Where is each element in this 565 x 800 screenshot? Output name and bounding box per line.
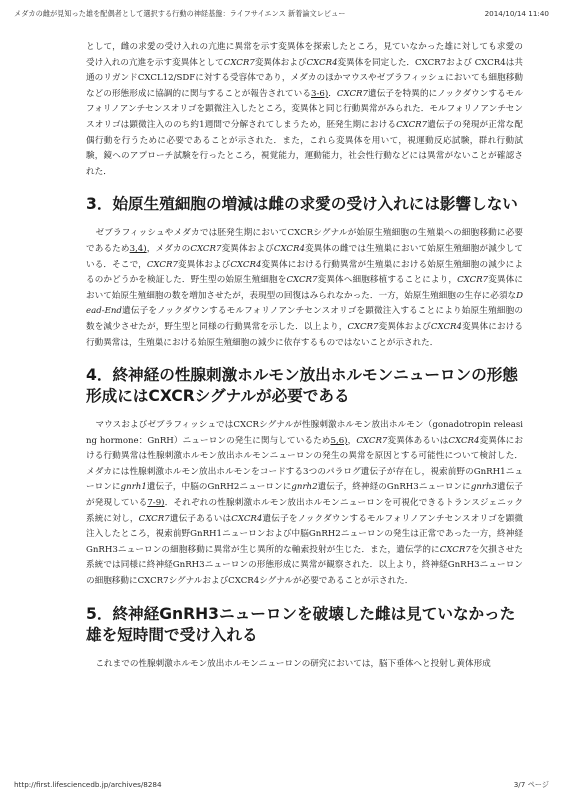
text-run: 遺伝子，終神経のGnRH3ニューロンに — [317, 482, 471, 493]
gene-name: CXCR4 — [231, 513, 263, 524]
gene-name: CXCR7 — [336, 88, 368, 99]
text-run: として，雌の求愛の受け入れの亢進に異常を示す変異体を探索したところ，見ていなかった雄に対しても求愛の受け入れの亢進を示す変異体として — [86, 42, 523, 68]
reference-link[interactable]: 5,6) — [330, 435, 348, 446]
text-run: マウスおよびゼブラフィッシュではCXCRシグナルが性腺刺激ホルモン放出ホルモン（gonadotropin releasing hormone：GnRH）ニューロンの発生に関与しているため — [86, 420, 523, 446]
paragraph-section-4 — [86, 418, 523, 590]
page-header-datetime: 2014/10/14 11:40 — [484, 9, 549, 18]
text-run: ． — [328, 88, 337, 99]
text-run: 変異体における行動異常は，生殖巣における始原生殖細胞の減少に依存するものではないことが示された． — [86, 321, 523, 348]
page-header-title: メダカの雌が見知った雄を配偶者として選択する行動の神経基盤：ライフサイエンス 新着論文レビュー — [14, 9, 346, 18]
paragraph-results-2-end — [86, 40, 523, 180]
text-run: ，メダカの — [146, 243, 191, 254]
page-footer-page-number: 3/7 ページ — [513, 780, 549, 789]
text-run: ， — [347, 435, 357, 446]
section-heading-5: 5．終神経GnRH3ニューロンを破壊した雌は見ていなかった雄を短時間で受け入れる — [86, 604, 516, 644]
text-run: 変異体および — [254, 57, 307, 68]
text-run: 遺伝子の発現が正常な配偶行動を行うために必要であることが示された．また，これら変異体を用いて，視運動反応試験，群れ行動試験，鏡へのアプローチ試験を行ったところ，視覚能力，運動能力，社会性行動などには異常がないことが確認された． — [86, 119, 523, 177]
reference-link[interactable]: 7-9) — [147, 498, 165, 509]
text-run: 遺伝子を特異的にノックダウンするモルフォリノアンチセンスオリゴを顕微注入したところ，変異体と同じ行動異常がみられた．モルフォリノアンチセンスオリゴは顕微注入ののち約1週間で分解されてしまうため，胚発生期における — [86, 88, 523, 130]
gene-name: CXCR7 — [347, 321, 379, 332]
reference-link[interactable]: 3,4) — [129, 243, 147, 254]
gene-name: CXCR4 — [448, 435, 480, 446]
gene-name: gnrh1 — [120, 482, 147, 493]
gene-name: CXCR7 — [138, 513, 170, 524]
gene-name: gnrh3 — [470, 482, 497, 493]
text-run: を欠損させた系統では同様に終神経GnRH3ニューロンの形態形成に異常が観察された．以上より，終神経GnRH3ニューロンの細胞移動にCXCR7シグナルおよびCXCR4シグナルが必要であることが示された． — [86, 544, 523, 587]
reference-link[interactable]: 3-6) — [311, 88, 329, 99]
page-footer-url: http://first.lifesciencedb.jp/archives/8284 — [14, 780, 162, 789]
text-run: 変異体において始原生殖細胞の数を増加させたが，表現型の回復はみられなかった．一方，始原生殖細胞の生存に必須な — [86, 275, 523, 301]
gene-name: CXCR7 — [439, 544, 471, 555]
gene-name: gnrh2 — [291, 482, 318, 493]
gene-name: CXCR4 — [230, 259, 262, 270]
gene-name: CXCR4 — [430, 321, 462, 332]
gene-name: Dead-End — [86, 290, 523, 317]
paragraph-section-5 — [86, 657, 523, 673]
gene-name: CXCR7 — [286, 275, 318, 286]
text-run: 遺伝子，中脳のGnRH2ニューロンに — [146, 482, 292, 493]
text-run: 変異体および — [177, 259, 231, 270]
text-run: 変異体における行動異常が生殖巣における始原生殖細胞の減少によるのかどうかを検証した．野生型の始原生殖細胞を — [86, 259, 523, 286]
text-run: ．それぞれの性腺刺激ホルモン放出ホルモンニューロンを可視化できるトランスジェニック系統に対し， — [86, 498, 523, 524]
text-run: 遺伝子が発現している — [86, 482, 523, 509]
text-run: 変異体あるいは — [387, 435, 449, 446]
gene-name: CXCR7 — [457, 275, 489, 286]
section-heading-3: 3．始原生殖細胞の増減は雌の求愛の受け入れには影響しない — [86, 195, 518, 214]
text-run: 遺伝子をノックダウンするモルフォリノアンチセンスオリゴを顕微注入したところ，視索前野GnRH1ニューロンおよび中脳GnRH2ニューロンの発生は正常であった一方，終神経GnRH3ニューロンの細胞移動に異常が生じ異所的な軸索投射が生じた．また，遺伝学的に — [86, 513, 523, 555]
text-run: 遺伝子あるいは — [169, 513, 232, 524]
gene-name: CXCR4 — [306, 57, 338, 68]
paragraph-section-3 — [86, 226, 523, 351]
text-run: 変異体の雌では生殖巣において始原生殖細胞が減少している．そこで， — [86, 243, 523, 270]
text-run: 変異体における行動異常は性腺刺激ホルモン放出ホルモンニューロンの発生の異常を原因とする可能性について検討した．メダカには性腺刺激ホルモン放出ホルモンをコードする3つのパラログ遺伝子が存在し，視索前野のGnRH1ニューロンに — [86, 435, 523, 493]
gene-name: CXCR7 — [223, 57, 255, 68]
gene-name: CXCR7 — [146, 259, 178, 270]
section-heading-4: 4．終神経の性腺刺激ホルモン放出ホルモンニューロンの形態形成にはCXCRシグナルが必要である — [86, 366, 518, 406]
text-run: 変異体および — [378, 321, 431, 332]
article-body — [86, 40, 523, 672]
gene-name: CXCR7 — [190, 243, 222, 254]
gene-name: CXCR7 — [396, 119, 428, 130]
text-run: これまでの性腺刺激ホルモン放出ホルモンニューロンの研究においては，脳下垂体へと投射し黄体形成 — [95, 658, 491, 669]
text-run: 遺伝子をノックダウンするモルフォリノアンチセンスオリゴを顕微注入することにより始原生殖細胞の数を減少させたが，野生型と同様の行動異常を示した．以上より， — [86, 306, 523, 332]
gene-name: CXCR4 — [273, 243, 305, 254]
text-run: 変異体および — [221, 243, 274, 254]
text-run: 変異体へ細胞移植することにより， — [317, 275, 458, 286]
text-run: 変異体を同定した．CXCR7および CXCR4は共通のリガンドCXCL12/SDFに対する受容体であり，メダカのほかマウスやゼブラフィッシュにおいても細胞移動などの形態形成に協調的に関与することが報告されている — [86, 57, 523, 99]
gene-name: CXCR7 — [356, 435, 388, 446]
text-run: ゼブラフィッシュやメダカでは胚発生期においてCXCRシグナルが始原生殖細胞の生殖巣への細胞移動に必要であるため — [86, 228, 523, 254]
